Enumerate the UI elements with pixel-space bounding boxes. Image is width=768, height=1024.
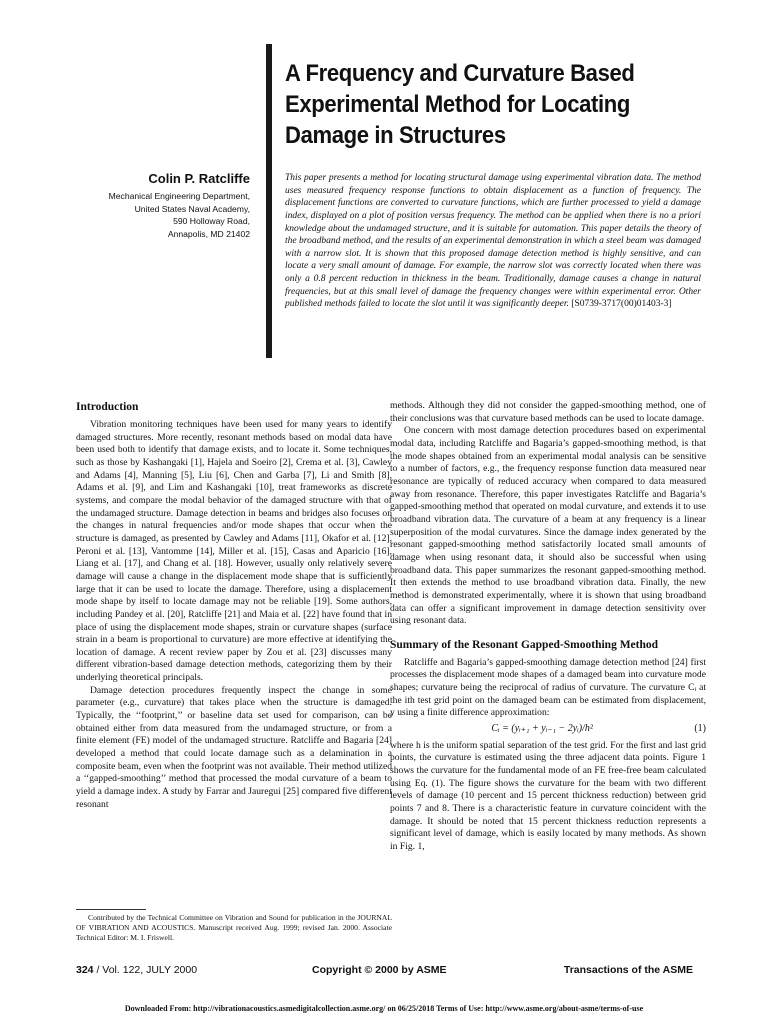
left-column <box>76 400 392 811</box>
footnote-rule <box>76 909 146 910</box>
paper-title: A Frequency and Curvature Based Experimental Method for Locating Damage in Structures <box>285 60 635 149</box>
abstract-doi-code: [S0739-3717(00)01403-3] <box>571 299 672 310</box>
paragraph: methods. Although they did not consider the gapped-smoothing method, one of their conclusions was that curvature based methods can be used to locate damage. <box>390 400 706 424</box>
author-name: Colin P. Ratcliffe <box>148 171 250 186</box>
abstract-text: This paper presents a method for locating structural damage using experimental vibration data. The method uses measured frequency response functions to obtain displacement as a function of frequency. The displacement functions are converted to curvature functions, which are further processed to yield a damage index, displayed on a plot of position versus frequency. The method can be applied when there is no a priori knowledge about the undamaged structure, and it is suitable for automation. This paper details the theory of the broadband method, and the results of an experimental demonstration in which a steel beam was damaged with a narrow slot. It is shown that this proposed damage detection method is highly sensitive, and can locate a very small amount of damage. For example, the narrow slot was correctly located when there was only a 0.8 percent reduction in thickness in the beam. Traditionally, damage causes a change in natural frequencies, but at this small level of damage the frequency changes were within experimental error. Other published methods failed to locate the slot until it was significantly deeper. <box>285 173 701 310</box>
section-heading-introduction: Introduction <box>76 401 139 413</box>
footnote: Contributed by the Technical Committee on Vibration and Sound for publication in the JOURNAL OF VIBRATION AND ACOUSTICS. Manuscript received Aug. 1999; revised Jan. 2000. Associate Technical Editor: M. I. Friswell. <box>76 913 392 943</box>
affiliation-line: United States Naval Academy, <box>134 203 250 214</box>
paragraph: Ratcliffe and Bagaria’s gapped-smoothing damage detection method [24] first processes the displacement mode shapes of a damaged beam into curvature mode shapes; curvature being the reciprocal of radius of curvature. The curvature Cᵢ at the ith test grid point on the damaged beam can be estimated from displacement, y using a finite difference approximation: <box>390 656 706 719</box>
footer-separator: / <box>96 964 100 976</box>
affiliation-line: Mechanical Engineering Department, <box>108 191 250 201</box>
volume-info: Vol. 122, JULY 2000 <box>102 964 198 976</box>
copyright-notice: Copyright © 2000 by ASME <box>312 964 447 976</box>
footer-page-info <box>76 963 197 977</box>
author-block <box>80 170 250 240</box>
journal-name: Transactions of the ASME <box>563 964 693 976</box>
section-heading-summary: Summary of the Resonant Gapped-Smoothing Method <box>390 638 659 651</box>
equation-number: (1) <box>694 723 706 735</box>
download-notice: Downloaded From: http://vibrationacoustics.asmedigitalcollection.asme.org/ on 06/25/2018 Terms of Use: http://www.asme.org/about-asme/terms-of-use <box>124 1004 644 1013</box>
page-number: 324 <box>76 964 94 976</box>
right-column <box>390 400 706 854</box>
paragraph: where h is the uniform spatial separation of the test grid. For the first and last grid points, the curvature is estimated using the three adjacent data points. Figure 1 shows the curvature for the fundamental mode of an FE free-free beam calculated using Eq. (1). The figure shows the curvature for the beam with two different levels of damage (10 percent and 15 percent thickness reduction) between grid points 7 and 8. There is a characteristic feature in curvature coincident with the damage. It should be noted that 15 percent thickness reduction represents a significant level of damage, which is easily located by many methods. As shown in Fig. 1, <box>390 739 706 852</box>
equation-body: Cᵢ = (yᵢ₊₁ + yᵢ₋₁ − 2yᵢ)/h² <box>491 723 593 735</box>
affiliation-line: 590 Holloway Road, <box>173 216 250 227</box>
affiliation-line: Annapolis, MD 21402 <box>167 228 250 239</box>
equation-1 <box>390 720 706 740</box>
title-accent-bar <box>266 44 272 358</box>
abstract <box>285 172 701 311</box>
paragraph: Vibration monitoring techniques have been used for many years to identify damaged structures. More recently, resonant methods based on modal data have been used both to identify that damage exists, and to locate it. Some techniques, such as those by Kashangaki [1], Hajela and Soeiro [2], Crema et al. [3], Cawley and Adams [4], Manning [5], Liu [6], Chen and Garba [7], Li and Smith [8], Adams et al. [9], and Lim and Kashangaki [10], treat frameworks as discrete systems, and compare the modal behavior of the damaged structure with that of the undamaged structure. Damage detection in beams and bridges also focuses on the changes in natural frequencies and/or mode shapes that occur when the structure is damaged, as presented by Cawley and Adams [11], Okafor et al. [12], Peroni et al. [13], Vantomme [14], Miller et al. [15], Casas and Aparicio [16], Liang et al. [17], and Chang et al. [18]. However, usually only relatively severe damage will cause a change in the displacement mode shape that is sufficiently large that it can be used to locate the damage. Therefore, using a displacement mode shape by itself to locate damage may not be reliable [19]. Some authors, including Pandey et al. [20], Ratcliffe [21] and Maia et al. [22] have found that in place of using the displacement mode shapes, strain or curvature shapes (surface strain in a beam is proportional to curvature) are more effective at identifying the location of damage. A recent review paper by Zou et al. [23] discusses many different vibration-based damage detection methods, categorizing them by their underlying theoretical principals. <box>76 419 392 684</box>
paragraph: Damage detection procedures frequently inspect the change in some parameter (e.g., curvature) that takes place when the structure is damaged. Typically, the ‘‘footprint,’’ or baseline data set used for comparison, can be obtained either from data measured from the undamaged structure, or from a finite element (FE) model of the undamaged structure. Ratcliffe and Bagaria [24] developed a method that could locate damage such as a delamination in a composite beam, even when the footprint was not available. Their method utilized a ‘‘gapped-smoothing’’ method that processed the modal curvature of a beam to yield a damage index. A study by Farrar and Jauregui [25] compared five different resonant <box>76 684 392 810</box>
paragraph: One concern with most damage detection procedures based on experimental modal data, including Ratcliffe and Bagaria’s gapped-smoothing method, is that the mode shapes obtained from an experimental modal analysis can be sensitive to a number of factors, e.g., the frequency response function data measured near resonance are typically of reduced accuracy when compared to data measured away from resonance. Therefore, this paper investigates Ratcliffe and Bagaria’s gapped-smoothing method that operated on modal curvature, and extends it to use broadband vibration data. The curvature of a beam at any frequency is a linear superposition of the modal curvatures. Since the damage index generated by the resonant gapped-smoothing method satisfactorily located small amounts of damage when using resonant data, it should also be successful when using broadband data. This paper summarizes the resonant gapped-smoothing method. It then extends the method to use broadband vibration data. Finally, the new method is demonstrated experimentally, where it is shown that using broadband data can offer a significant improvement in damage detection sensitivity over using resonant data. <box>390 425 706 627</box>
